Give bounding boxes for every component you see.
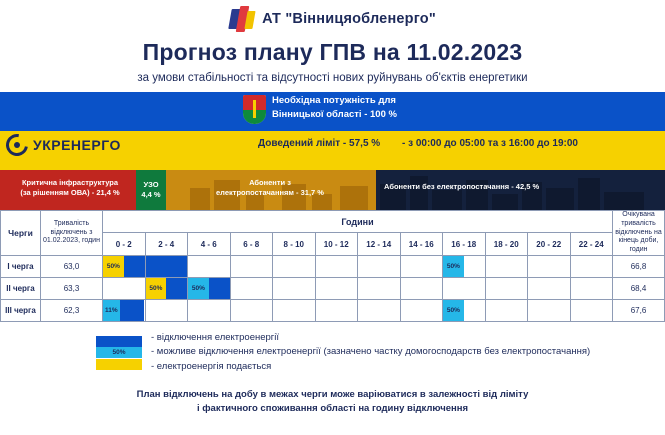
hour-header-0: 0 - 2	[103, 233, 146, 255]
header-duration: Тривалість відключень з 01.02.2023, годин	[41, 211, 103, 256]
schedule-cell	[145, 299, 188, 321]
schedule-cell-inner	[528, 278, 570, 299]
schedule-cell-inner	[188, 278, 230, 299]
hour-header-2: 4 - 6	[188, 233, 231, 255]
approved-limit-hours-text: - з 00:00 до 05:00 та з 16:00 до 19:00	[402, 138, 578, 149]
legend-items	[151, 331, 590, 375]
hour-header-7: 14 - 16	[400, 233, 443, 255]
schedule-cell-inner	[401, 256, 443, 277]
schedule-cell	[570, 255, 613, 277]
schedule-cell	[145, 277, 188, 299]
schedule-cell	[358, 277, 401, 299]
schedule-cell-inner	[443, 278, 485, 299]
schedule-cell	[400, 255, 443, 277]
hour-header-11: 22 - 24	[570, 233, 613, 255]
ukrenergo-label: УКРЕНЕРГО	[33, 137, 121, 153]
schedule-block-blue	[146, 256, 188, 277]
ukrenergo-logo	[6, 134, 121, 156]
legend-item-0: - відключення електроенергії	[151, 331, 280, 343]
table-row	[1, 299, 665, 321]
company-name: АТ "Вінницяобленерго"	[262, 11, 436, 27]
header-expected: Очікувана тривалість відключень на кінець доби, годин	[613, 211, 665, 256]
label-subscribers-line2: електропостачанням - 31,7 %	[216, 188, 324, 198]
schedule-cell-inner	[358, 278, 400, 299]
schedule-cell-inner	[231, 278, 273, 299]
legend-swatch-supplied	[96, 359, 142, 370]
queue-expected: 67,6	[613, 299, 665, 321]
schedule-cell	[230, 277, 273, 299]
queue-expected: 68,4	[613, 277, 665, 299]
schedule-cell-inner	[571, 256, 613, 277]
queue-name: ІІ черга	[1, 277, 41, 299]
table-row	[1, 255, 665, 277]
hour-header-5: 10 - 12	[315, 233, 358, 255]
queue-expected: 66,8	[613, 255, 665, 277]
schedule-cell-inner	[273, 256, 315, 277]
schedule-cell-inner	[316, 300, 358, 321]
legend	[0, 322, 665, 375]
footer-line2: і фактичного споживання області на годину відключення	[196, 403, 469, 415]
label-critical-line2: (за рішенням ОВА) - 21,4 %	[20, 188, 120, 198]
schedule-block-cyan: 50%	[188, 278, 209, 299]
page-title: Прогноз плану ГПВ на 11.02.2023	[142, 39, 523, 65]
schedule-cell	[485, 277, 528, 299]
page-subtitle: за умови стабільності та відсутності нових руйнувань об'єктів енергетики	[137, 72, 528, 84]
queue-duration: 63,3	[41, 277, 103, 299]
schedule-cell	[103, 299, 146, 321]
schedule-block-cyan: 50%	[443, 256, 464, 277]
schedule-cell-inner	[273, 300, 315, 321]
schedule-block-blue	[124, 256, 145, 277]
schedule-cell-inner	[486, 278, 528, 299]
legend-swatch-outage	[96, 336, 142, 347]
company-logo-icon	[229, 6, 255, 32]
schedule-cell-inner	[316, 278, 358, 299]
schedule-cell-inner	[316, 256, 358, 277]
hour-header-9: 18 - 20	[485, 233, 528, 255]
schedule-cell	[315, 255, 358, 277]
schedule-cell-inner	[103, 278, 145, 299]
schedule-cell	[485, 299, 528, 321]
hour-header-4: 8 - 10	[273, 233, 316, 255]
hour-header-6: 12 - 14	[358, 233, 401, 255]
schedule-cell-inner	[231, 300, 273, 321]
label-uzo-line2: 4,4 %	[141, 189, 161, 199]
schedule-cell-inner	[146, 300, 188, 321]
schedule-block-yel: 50%	[103, 256, 124, 277]
required-power-line2: Вінницької області - 100 %	[272, 108, 397, 120]
schedule-block-blue	[209, 278, 230, 299]
schedule-cell-inner	[486, 300, 528, 321]
info-band	[0, 92, 665, 170]
schedule-cell-inner	[103, 300, 145, 321]
company-header	[0, 0, 665, 32]
schedule-cell	[443, 299, 486, 321]
schedule-cell	[273, 277, 316, 299]
schedule-cell	[528, 277, 571, 299]
schedule-cell	[103, 277, 146, 299]
queue-duration: 63,0	[41, 255, 103, 277]
consumption-breakdown-strip	[0, 170, 665, 210]
table-row	[1, 277, 665, 299]
hour-header-10: 20 - 22	[528, 233, 571, 255]
schedule-cell-inner	[571, 278, 613, 299]
schedule-cell	[188, 255, 231, 277]
vinnytsia-coat-of-arms-icon	[243, 95, 266, 124]
footer-note	[0, 388, 665, 417]
schedule-cell-inner	[103, 256, 145, 277]
schedule-table	[0, 210, 665, 322]
queue-name: ІІІ черга	[1, 299, 41, 321]
legend-swatch-possible: 50%	[96, 347, 142, 358]
schedule-cell-inner	[273, 278, 315, 299]
schedule-cell	[528, 255, 571, 277]
required-power-line1: Необхідна потужність для	[272, 95, 396, 106]
label-uzo-line1: УЗО	[143, 180, 159, 189]
approved-limit-text: Доведений ліміт - 57,5 %	[258, 138, 381, 149]
schedule-block-yel: 50%	[146, 278, 167, 299]
hour-header-8: 16 - 18	[443, 233, 486, 255]
ukrenergo-mark-icon	[6, 134, 28, 156]
schedule-cell-inner	[188, 256, 230, 277]
label-subscribers-without-power: Абоненти без електропостачання - 42,5 %	[384, 182, 540, 191]
label-subscribers-line1: Абоненти з	[249, 178, 291, 187]
schedule-cell	[485, 255, 528, 277]
schedule-cell-inner	[358, 256, 400, 277]
schedule-cell-inner	[146, 278, 188, 299]
hour-header-1: 2 - 4	[145, 233, 188, 255]
label-critical-line1: Критична інфраструктура	[21, 178, 119, 187]
schedule-cell-inner	[358, 300, 400, 321]
schedule-cell	[528, 299, 571, 321]
schedule-cell	[400, 277, 443, 299]
required-power-text	[272, 94, 502, 122]
legend-swatch	[96, 336, 142, 370]
schedule-block-cyan: 50%	[443, 300, 464, 321]
schedule-cell	[358, 255, 401, 277]
schedule-cell	[230, 255, 273, 277]
schedule-cell	[103, 255, 146, 277]
footer-line1: План відключень на добу в межах черги може варіюватися в залежності від ліміту	[136, 388, 529, 400]
schedule-cell	[145, 255, 188, 277]
label-uzo	[137, 180, 165, 200]
queue-duration: 62,3	[41, 299, 103, 321]
schedule-cell-inner	[571, 300, 613, 321]
schedule-cell-inner	[188, 300, 230, 321]
schedule-cell-inner	[528, 300, 570, 321]
schedule-cell	[230, 299, 273, 321]
schedule-block-blue	[166, 278, 187, 299]
table-header-row-1	[1, 211, 665, 233]
schedule-cell-inner	[401, 278, 443, 299]
schedule-cell	[188, 277, 231, 299]
schedule-cell	[273, 255, 316, 277]
schedule-cell	[315, 277, 358, 299]
schedule-table-body	[1, 255, 665, 321]
schedule-cell	[358, 299, 401, 321]
schedule-cell	[570, 277, 613, 299]
schedule-cell-inner	[486, 256, 528, 277]
queue-name: І черга	[1, 255, 41, 277]
schedule-cell	[400, 299, 443, 321]
schedule-cell-inner	[443, 300, 485, 321]
schedule-cell	[570, 299, 613, 321]
schedule-cell-inner	[401, 300, 443, 321]
hour-header-3: 6 - 8	[230, 233, 273, 255]
schedule-cell	[443, 255, 486, 277]
legend-item-1: - можливе відключення електроенергії (зазначено частку домогосподарств без електропостачання)	[151, 346, 591, 358]
schedule-cell	[315, 299, 358, 321]
schedule-cell-inner	[528, 256, 570, 277]
label-critical-infrastructure	[6, 178, 134, 198]
schedule-cell-inner	[146, 256, 188, 277]
legend-item-2: - електроенергія подається	[151, 361, 272, 373]
schedule-cell-inner	[231, 256, 273, 277]
schedule-block-blue	[120, 300, 145, 321]
schedule-block-cyan: 11%	[103, 300, 120, 321]
schedule-cell	[273, 299, 316, 321]
header-hours: Години	[103, 211, 613, 233]
schedule-cell-inner	[443, 256, 485, 277]
schedule-cell	[443, 277, 486, 299]
label-subscribers-with-power	[170, 178, 370, 198]
schedule-cell	[188, 299, 231, 321]
header-queue: Черги	[1, 211, 41, 256]
